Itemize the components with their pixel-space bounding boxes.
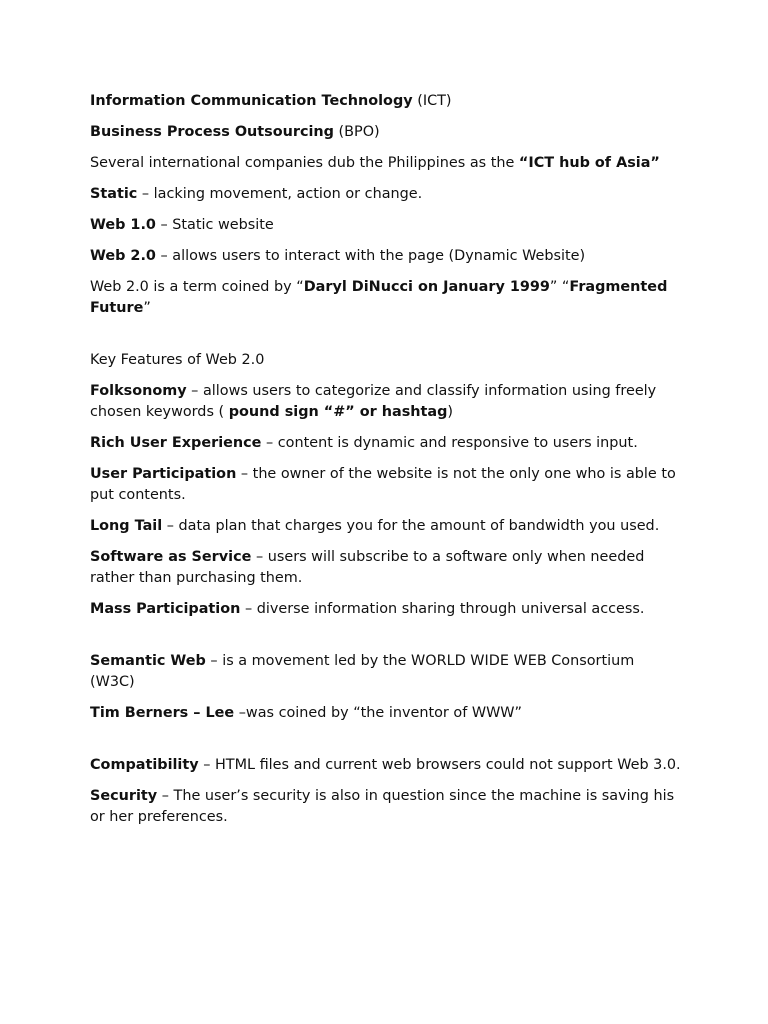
term: Mass Participation bbox=[90, 601, 241, 617]
spacer bbox=[90, 630, 682, 651]
security-definition bbox=[90, 786, 682, 828]
term: Tim Berners – Lee bbox=[90, 705, 235, 721]
definition: – content is dynamic and responsive to users input. bbox=[261, 435, 638, 451]
definition: – users will subscribe to a software only when needed rather than purchasing them. bbox=[90, 549, 645, 586]
heading-text: Key Features of Web 2.0 bbox=[90, 352, 265, 368]
ict-definition bbox=[90, 91, 682, 112]
definition: (ICT) bbox=[412, 93, 452, 109]
origin-author: Daryl DiNucci on January 1999 bbox=[303, 279, 550, 295]
definition: – Static website bbox=[155, 217, 274, 233]
definition: –was coined by “the inventor of WWW” bbox=[234, 705, 522, 721]
definition-emphasis: pound sign “#” or hashtag bbox=[228, 404, 448, 420]
spacer bbox=[90, 329, 682, 350]
term: Long Tail bbox=[90, 518, 163, 534]
document-page bbox=[90, 91, 682, 838]
origin-text-2: ” “ bbox=[549, 279, 570, 295]
term: Business Process Outsourcing bbox=[90, 124, 334, 140]
term: Rich User Experience bbox=[90, 435, 262, 451]
web1-definition bbox=[90, 215, 682, 236]
definition-end: ) bbox=[447, 404, 454, 420]
term: Folksonomy bbox=[90, 383, 187, 399]
definition: – lacking movement, action or change. bbox=[137, 186, 423, 202]
static-definition bbox=[90, 184, 682, 205]
term: Software as Service bbox=[90, 549, 252, 565]
spacer bbox=[90, 734, 682, 755]
definition: – the owner of the website is not the only one who is able to put contents. bbox=[90, 466, 676, 503]
web2-origin bbox=[90, 277, 682, 319]
statement-text: Several international companies dub the Philippines as the bbox=[90, 155, 519, 171]
rich-user-experience-definition bbox=[90, 433, 682, 454]
origin-article: Fragmented Future bbox=[90, 279, 668, 316]
tim-berners-lee-definition bbox=[90, 703, 682, 724]
compatibility-definition bbox=[90, 755, 682, 776]
definition: – HTML files and current web browsers could not support Web 3.0. bbox=[198, 757, 681, 773]
term: Static bbox=[90, 186, 138, 202]
long-tail-definition bbox=[90, 516, 682, 537]
term: User Participation bbox=[90, 466, 237, 482]
term: Semantic Web bbox=[90, 653, 206, 669]
term: Compatibility bbox=[90, 757, 199, 773]
term: Information Communication Technology bbox=[90, 93, 413, 109]
definition: – is a movement led by the WORLD WIDE WEB Consortium (W3C) bbox=[90, 653, 635, 690]
definition: – allows users to categorize and classify information using freely chosen keywords ( bbox=[90, 383, 657, 420]
definition: – The user’s security is also in question since the machine is saving his or her preferences. bbox=[90, 788, 675, 825]
user-participation-definition bbox=[90, 464, 682, 506]
semantic-web-definition bbox=[90, 651, 682, 693]
definition: – diverse information sharing through universal access. bbox=[240, 601, 645, 617]
origin-text-1: Web 2.0 is a term coined by “ bbox=[90, 279, 304, 295]
term: Security bbox=[90, 788, 158, 804]
origin-text-3: ” bbox=[143, 300, 151, 316]
definition: – data plan that charges you for the amount of bandwidth you used. bbox=[162, 518, 660, 534]
folksonomy-definition bbox=[90, 381, 682, 423]
web2-definition bbox=[90, 246, 682, 267]
mass-participation-definition bbox=[90, 599, 682, 620]
term: Web 2.0 bbox=[90, 248, 156, 264]
software-as-service-definition bbox=[90, 547, 682, 589]
statement-emphasis: “ICT hub of Asia” bbox=[518, 155, 660, 171]
term: Web 1.0 bbox=[90, 217, 156, 233]
section-heading bbox=[90, 350, 682, 371]
bpo-definition bbox=[90, 122, 682, 143]
ict-hub-statement bbox=[90, 153, 682, 174]
definition: (BPO) bbox=[333, 124, 380, 140]
definition: – allows users to interact with the page (Dynamic Website) bbox=[155, 248, 586, 264]
